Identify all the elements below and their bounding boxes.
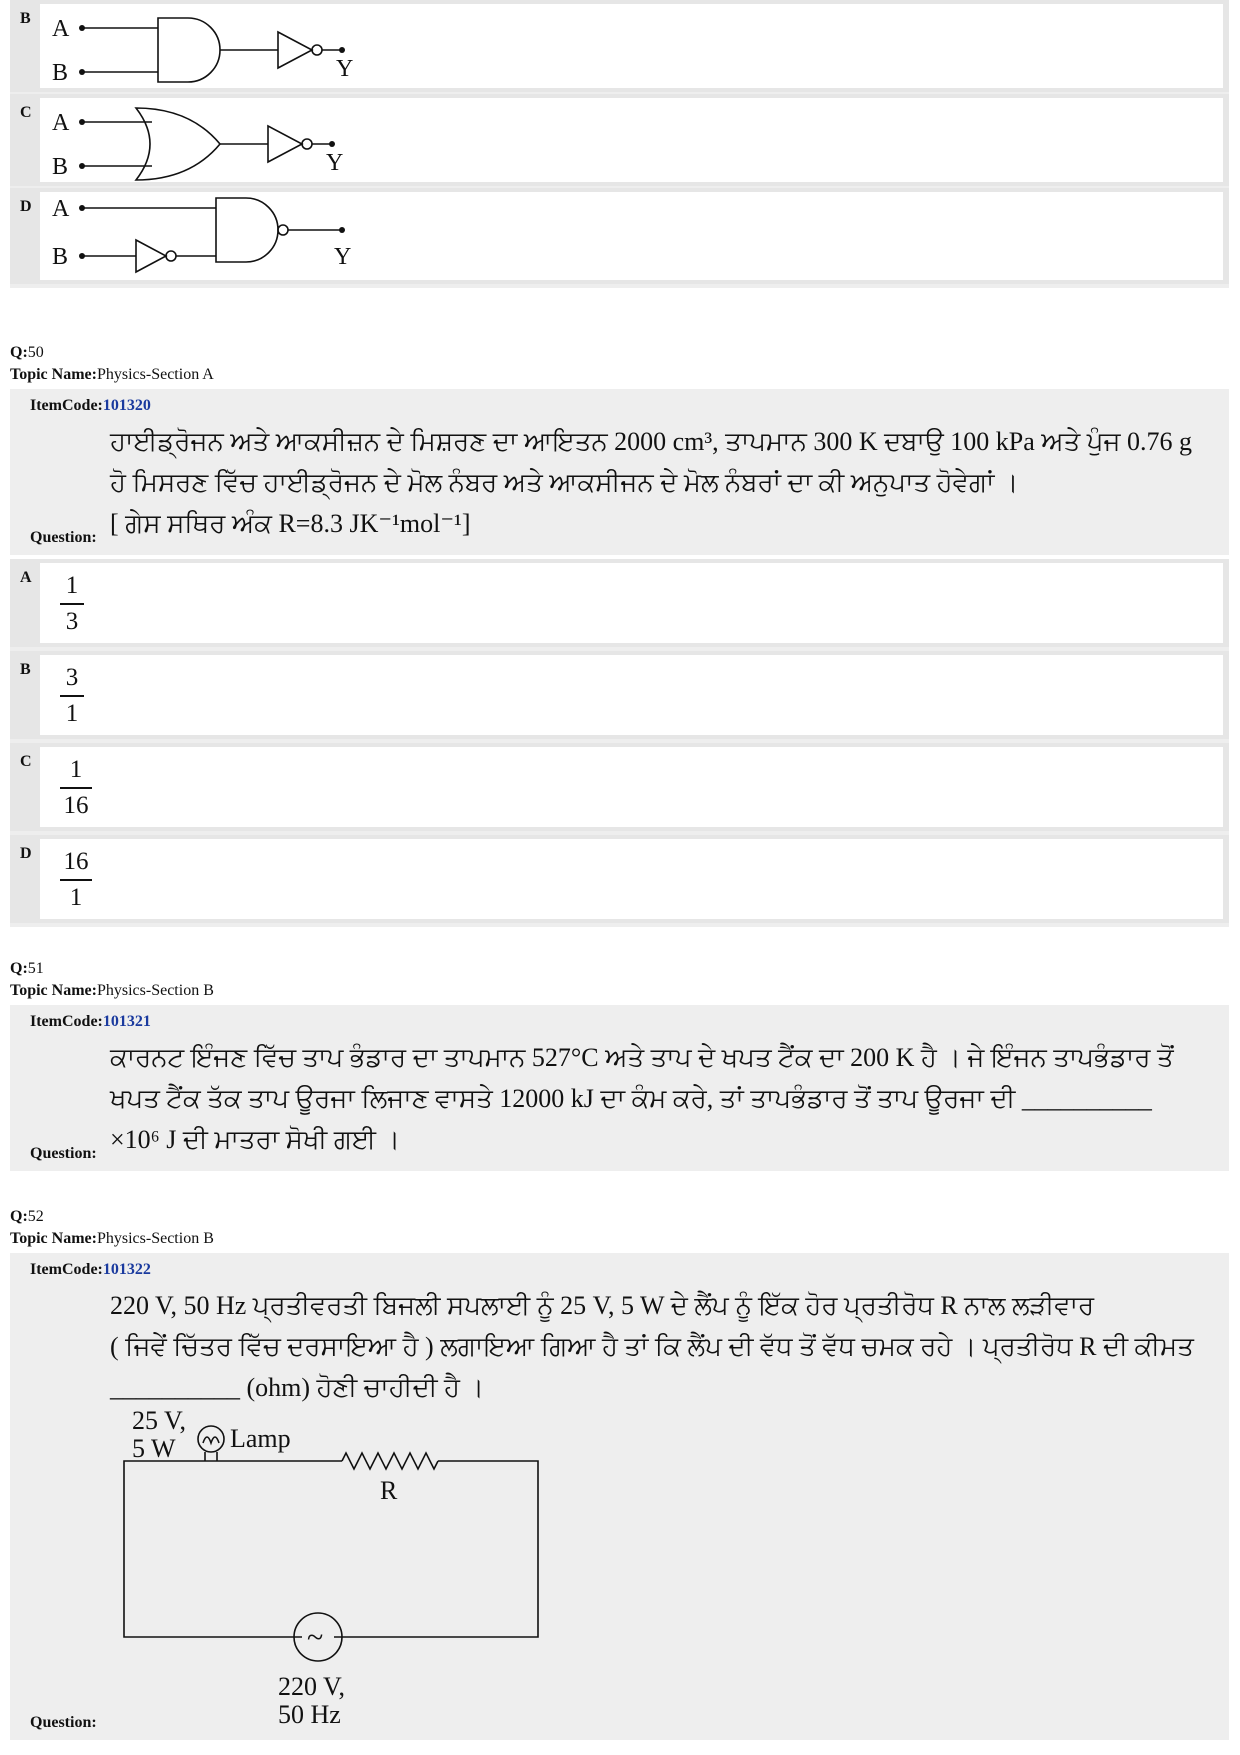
option-row[interactable]	[10, 94, 1229, 186]
source-frequency: 50 Hz	[278, 1700, 341, 1729]
output-y-label: Y	[326, 150, 344, 176]
question-text	[110, 1037, 1230, 1160]
circuit-wire-left	[124, 1461, 302, 1637]
denominator: 1	[69, 884, 83, 911]
resistor-symbol	[342, 1453, 438, 1469]
option-row[interactable]	[10, 0, 1229, 92]
option-content	[40, 563, 1223, 643]
question-label: Question:	[30, 1714, 97, 1731]
option-letter: C	[20, 104, 32, 121]
option-content	[40, 98, 1223, 182]
question-box	[10, 1253, 1229, 1740]
fraction	[60, 753, 92, 823]
option-row[interactable]	[10, 559, 1229, 647]
output-y-label: Y	[336, 56, 354, 82]
option-content	[40, 655, 1223, 735]
ac-source-glyph: ~	[307, 1621, 324, 1654]
option-letter: D	[20, 845, 32, 862]
numerator: 16	[63, 848, 89, 875]
lamp-icon	[198, 1426, 224, 1461]
option-letter: A	[20, 569, 32, 586]
option-row[interactable]	[10, 743, 1229, 831]
topic-name: Topic Name:Physics-Section B	[10, 982, 214, 999]
question-text	[110, 1285, 1230, 1408]
lamp-label: Lamp	[230, 1424, 291, 1453]
lamp-rating-power: 5 W	[132, 1434, 176, 1463]
nand-gate-symbol	[216, 198, 278, 262]
option-letter: B	[20, 10, 31, 27]
input-b-label: B	[52, 244, 69, 270]
options-container	[10, 559, 1229, 927]
and-gate-symbol	[158, 18, 220, 82]
denominator: 16	[63, 792, 89, 819]
input-a-label: A	[52, 110, 70, 136]
question-line: ×10⁶ J ਦੀ ਮਾਤਰਾ ਸੋਖੀ ਗਈ ।	[110, 1125, 400, 1154]
numerator: 3	[65, 664, 79, 691]
option-content	[40, 839, 1223, 919]
question-line: ਹੋ ਮਿਸਰਣ ਵਿੱਚ ਹਾਈਡ੍ਰੋਜਨ ਦੇ ਮੋਲ ਨੰਬਰ ਅਤੇ ਆਕਸੀਜਨ ਦੇ ਮੋਲ ਨੰਬਰਾਂ ਦਾ ਕੀ ਅਨੁਪਾਤ ਹੋਵੇਗਾਂ ।	[110, 468, 1019, 497]
option-content	[40, 4, 1223, 88]
topic-name: Topic Name:Physics-Section B	[10, 1230, 214, 1247]
input-a-label: A	[52, 196, 70, 222]
not-gate-symbol	[268, 126, 302, 162]
item-code: ItemCode:101321	[30, 1013, 151, 1030]
option-letter: B	[20, 661, 31, 678]
circuit-wire-right	[334, 1461, 538, 1637]
question-label: Question:	[30, 529, 97, 546]
question-line: __________ (ohm) ਹੋਣੀ ਚਾਹੀਦੀ ਹੈ ।	[110, 1373, 485, 1402]
option-content	[40, 747, 1223, 827]
input-b-label: B	[52, 60, 69, 86]
question-label: Question:	[30, 1145, 97, 1162]
fraction	[60, 569, 84, 639]
fraction	[60, 661, 84, 731]
fraction	[60, 845, 92, 915]
prev-options-container	[10, 0, 1229, 288]
numerator: 1	[69, 756, 83, 783]
source-voltage: 220 V,	[278, 1672, 345, 1701]
option-letter: D	[20, 198, 32, 215]
not-gate-symbol	[136, 240, 166, 272]
question-number: Q:50	[10, 344, 44, 361]
question-line: ਕਾਰਨਟ ਇੰਜਣ ਵਿੱਚ ਤਾਪ ਭੰਡਾਰ ਦਾ ਤਾਪਮਾਨ 527°C ਅਤੇ ਤਾਪ ਦੇ ਖਪਤ ਟੈਂਕ ਦਾ 200 K ਹੈ । ਜੇ ਇੰਜਨ ਤਾਪਭੰਡਾਰ ਤੋਂ	[110, 1043, 1174, 1072]
not-b-nand-gate-diagram	[40, 192, 380, 280]
question-number: Q:51	[10, 960, 44, 977]
question-line: ( ਜਿਵੇਂ ਚਿੱਤਰ ਵਿੱਚ ਦਰਸਾਇਆ ਹੈ ) ਲਗਾਇਆ ਗਿਆ ਹੈ ਤਾਂ ਕਿ ਲੈਂਪ ਦੀ ਵੱਧ ਤੋਂ ਵੱਧ ਚਮਕ ਰਹੇ । ਪ੍ਰਤੀਰੋਧ R ਦੀ ਕੀਮਤ	[110, 1332, 1194, 1361]
option-content	[40, 192, 1223, 280]
option-row[interactable]	[10, 651, 1229, 739]
item-code: ItemCode:101322	[30, 1261, 151, 1278]
denominator: 1	[65, 700, 79, 727]
and-not-gate-diagram	[40, 4, 380, 88]
question-line: ਖਪਤ ਟੈਂਕ ਤੱਕ ਤਾਪ ਊਰਜਾ ਲਿਜਾਣ ਵਾਸਤੇ 12000 kJ ਦਾ ਕੰਮ ਕਰੇ, ਤਾਂ ਤਾਪਭੰਡਾਰ ਤੋਂ ਤਾਪ ਊਰਜਾ ਦੀ __________	[110, 1084, 1152, 1113]
option-row[interactable]	[10, 835, 1229, 923]
output-y-label: Y	[334, 244, 352, 270]
question-box	[10, 1005, 1229, 1171]
resistor-label: R	[380, 1476, 398, 1505]
input-a-label: A	[52, 16, 70, 42]
circuit-diagram	[110, 1403, 550, 1739]
question-line: 220 V, 50 Hz ਪ੍ਰਤੀਵਰਤੀ ਬਿਜਲੀ ਸਪਲਾਈ ਨੂੰ 25 V, 5 W ਦੇ ਲੈਂਪ ਨੂੰ ਇੱਕ ਹੋਰ ਪ੍ਰਤੀਰੋਧ R ਨਾਲ ਲੜੀਵਾਰ	[110, 1291, 1095, 1320]
question-line: ਹਾਈਡ੍ਰੋਜਨ ਅਤੇ ਆਕਸੀਜ਼ਨ ਦੇ ਮਿਸ਼ਰਣ ਦਾ ਆਇਤਨ 2000 cm³, ਤਾਪਮਾਨ 300 K ਦਬਾਉ 100 kPa ਅਤੇ ਪੁੰਜ 0.76 g	[110, 427, 1193, 456]
option-letter: C	[20, 753, 32, 770]
input-b-label: B	[52, 154, 69, 180]
question-text	[110, 421, 1230, 544]
question-box	[10, 389, 1229, 555]
option-row[interactable]	[10, 188, 1229, 284]
numerator: 1	[65, 572, 79, 599]
item-code: ItemCode:101320	[30, 397, 151, 414]
not-gate-symbol	[278, 32, 312, 68]
lamp-rating-voltage: 25 V,	[132, 1406, 186, 1435]
or-not-gate-diagram	[40, 98, 380, 182]
or-gate-symbol	[136, 108, 220, 180]
question-number: Q:52	[10, 1208, 44, 1225]
denominator: 3	[65, 608, 79, 635]
question-line: [ ਗੇਸ ਸਥਿਰ ਅੰਕ R=8.3 JK⁻¹mol⁻¹]	[110, 509, 471, 538]
topic-name: Topic Name:Physics-Section A	[10, 366, 214, 383]
